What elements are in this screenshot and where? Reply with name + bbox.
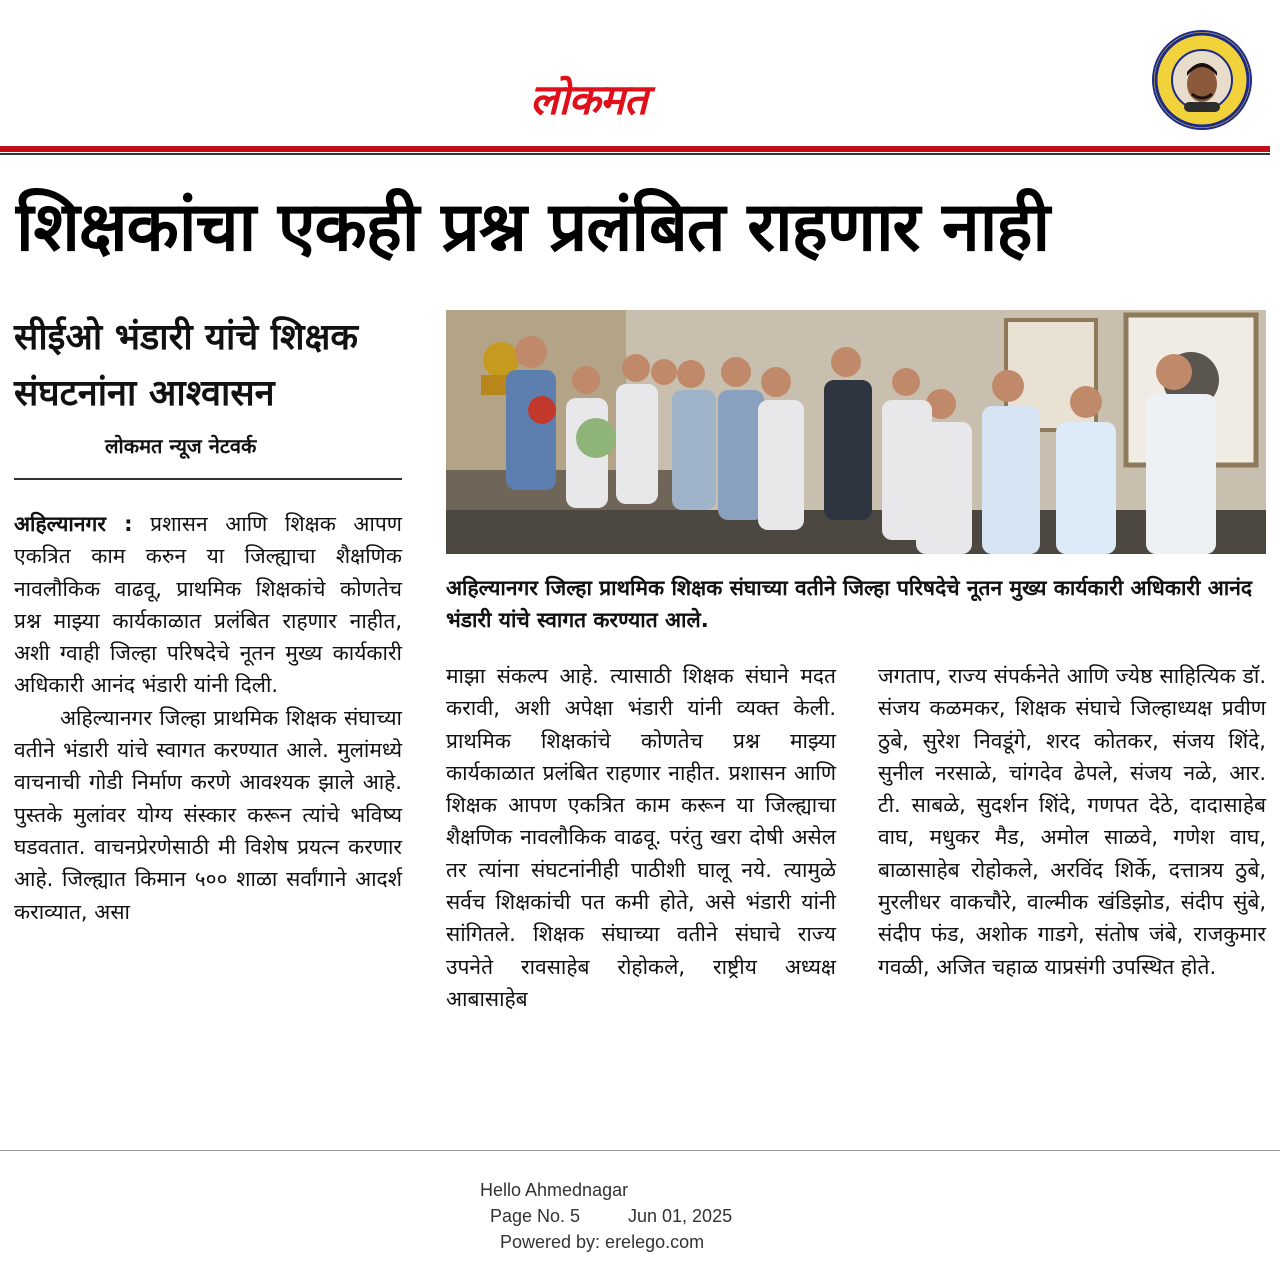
byline-divider — [14, 478, 402, 480]
dateline: अहिल्यानगर : — [14, 512, 133, 536]
group-photo-illustration — [446, 310, 1266, 554]
footer-divider — [0, 1150, 1280, 1151]
top-red-rule — [0, 146, 1270, 152]
seal-ring-icon — [1154, 32, 1250, 128]
article-subheadline: सीईओ भंडारी यांचे शिक्षक संघटनांना आश्वासन — [14, 317, 359, 414]
article-byline: लोकमत न्यूज नेटवर्क — [105, 434, 257, 458]
photo-caption: अहिल्यानगर जिल्हा प्राथमिक शिक्षक संघाच्या वतीने जिल्हा परिषदेचे नूतन मुख्य कार्यकारी अधिकारी आनंद भंडारी यांचे स्वागत करण्यात आले. — [446, 576, 1253, 632]
paragraph-text: प्रशासन आणि शिक्षक आपण एकत्रित काम करुन या जिल्ह्याचा शैक्षणिक नावलौकिक वाढवू, प्राथमिक शिक्षकांचे कोणतेच प्रश्न माझ्या कार्यकाळात प्रलंबित राहणार नाहीत, अशी ग्वाही जिल्हा परिषदेचे नूतन मुख्य कार्यकारी अधिकारी आनंद भंडारी यांनी दिली. — [14, 512, 402, 698]
footer-date: Jun 01, 2025 — [628, 1206, 733, 1226]
paragraph: अहिल्यानगर जिल्हा प्राथमिक शिक्षक संघाच्या वतीने भंडारी यांचे स्वागत करण्यात आले. मुलांमध्ये वाचनाची गोडी निर्माण करणे आवश्यक झाले आहे. पुस्तके मुलांवर योग्य संस्कार करून त्यांचे भविष्य घडवतात. वाचनप्रेरणेसाठी मी विशेष प्रयत्न करणार आहे. जिल्ह्यात किमान ५०० शाळा सर्वांगाने आदर्श कराव्यात, असा — [14, 705, 402, 924]
article-headline: शिक्षकांचा एकही प्रश्न प्रलंबित राहणार नाही — [16, 188, 1050, 267]
top-dark-rule — [0, 153, 1270, 155]
article-photo — [446, 310, 1266, 554]
paragraph: माझा संकल्प आहे. त्यासाठी शिक्षक संघाने मदत करावी, अशी अपेक्षा भंडारी यांनी व्यक्त केली. प्राथमिक शिक्षकांचे कोणतेच प्रश्न माझ्या कार्यकाळात प्रलंबित राहणार नाहीत. प्रशासन आणि शिक्षक आपण एकत्रित काम करून या जिल्ह्याचा शैक्षणिक नावलौकिक वाढवू. परंतु खरा दोषी असेल तर त्यांना संघटनांनीही पाठीशी घालू नये. त्यामुळे सर्वच शिक्षकांची पत कमी होते, असे भंडारी यांनी सांगितले. शिक्षक संघाच्या वतीने संघाचे राज्य उपनेते रावसाहेब रोहोकले, राष्ट्रीय अध्यक्ष आबासाहेब — [446, 664, 836, 1011]
profile-seal-logo — [1152, 30, 1252, 130]
footer-source: Hello Ahmednagar — [480, 1180, 629, 1200]
article-column-2 — [446, 660, 836, 1015]
newspaper-logo: लोकमत — [530, 75, 647, 124]
article-column-1 — [14, 508, 402, 928]
masthead — [0, 0, 1280, 148]
footer-page-number: Page No. 5 — [490, 1206, 581, 1226]
paragraph: जगताप, राज्य संपर्कनेते आणि ज्येष्ठ साहित्यिक डॉ. संजय कळमकर, शिक्षक संघाचे जिल्हाध्यक्ष प्रवीण ठुबे, सुरेश निवडूंगे, शरद कोतकर, संजय शिंदे, सुनील नरसाळे, चांगदेव ढेपले, संजय नळे, आर. टी. साबळे, सुदर्शन शिंदे, गणपत देठे, दादासाहेब वाघ, मधुकर मैड, अमोल साळवे, गणेश वाघ, बाळासाहेब रोहोकले, अरविंद शिर्के, दत्तात्रय ठुबे, मुरलीधर वाकचौरे, वाल्मीक खंडिझोड, संदीप सुंबे, संदीप फंड, अशोक गाडगे, संतोष जंबे, राजकुमार गवळी, अजित चहाळ याप्रसंगी उपस्थित होते. — [878, 664, 1266, 979]
paragraph — [14, 508, 402, 702]
footer-powered-by: Powered by: erelego.com — [500, 1232, 705, 1252]
article-column-3 — [878, 660, 1266, 983]
